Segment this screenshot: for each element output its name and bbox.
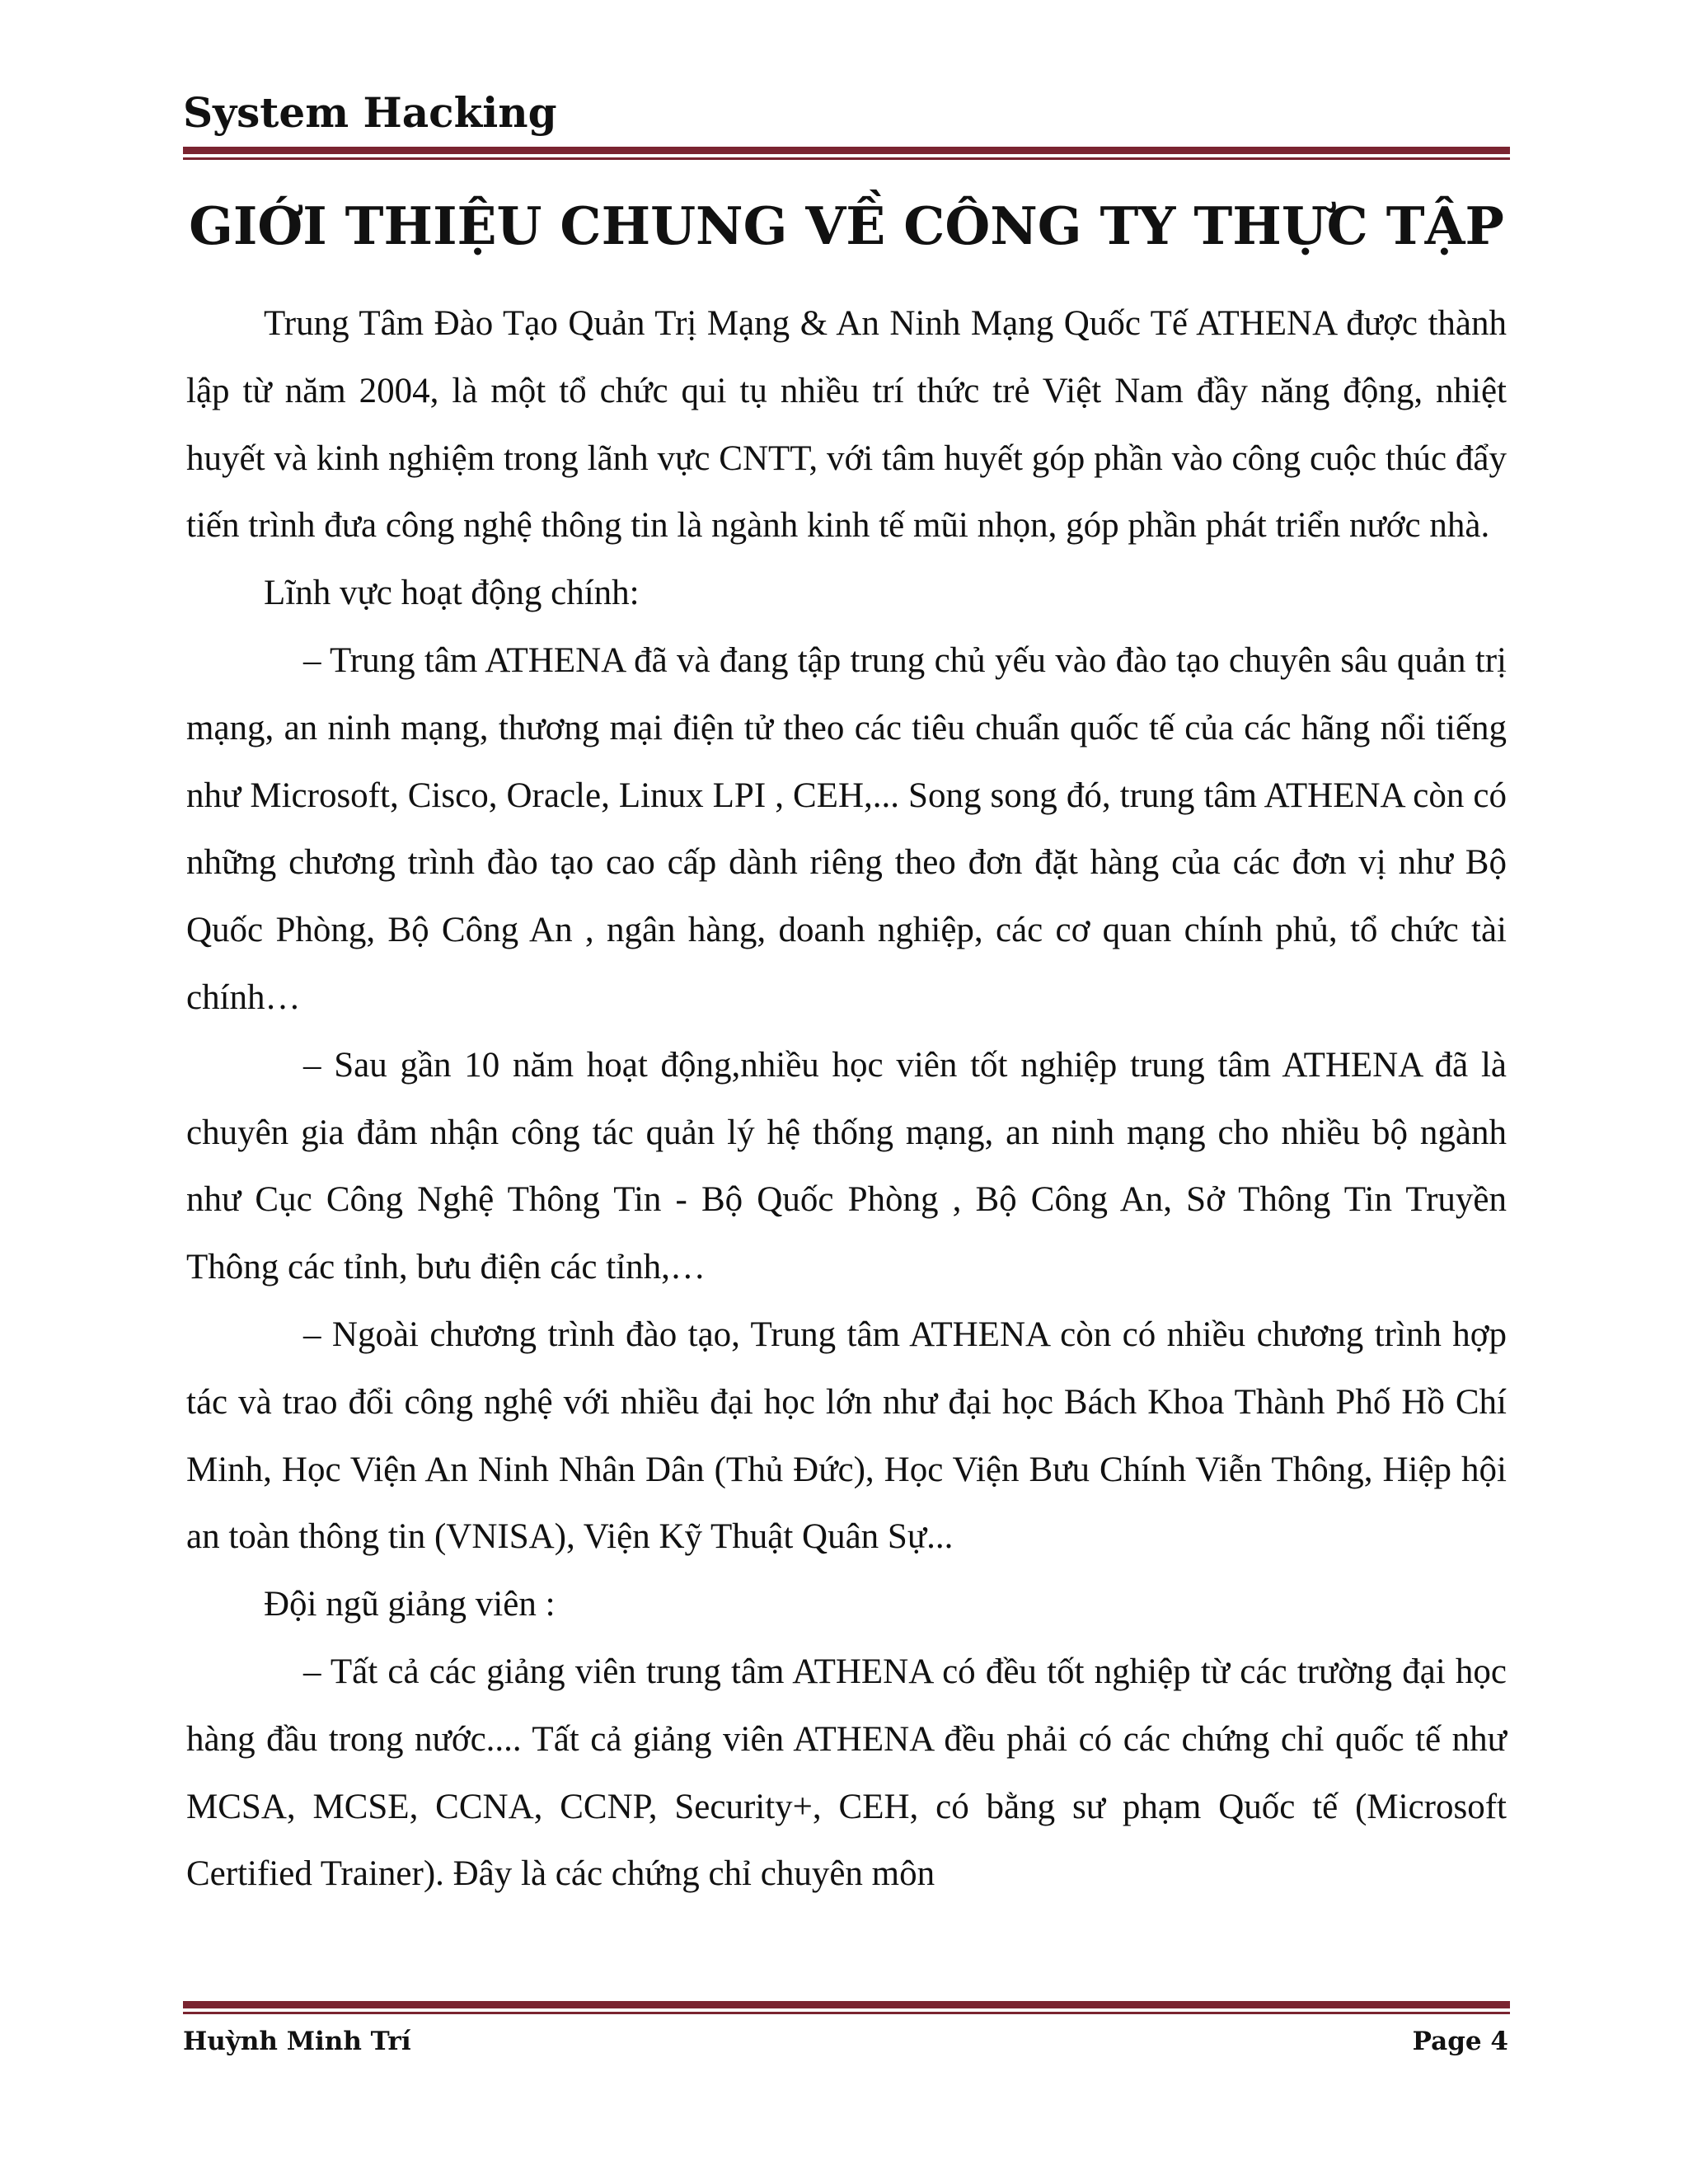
header-rule-thick-line xyxy=(183,147,1510,154)
page-title: GIỚI THIỆU CHUNG VỀ CÔNG TY THỰC TẬP xyxy=(189,195,1504,256)
section-heading-lecturers: Đội ngũ giảng viên : xyxy=(264,1585,556,1624)
footer-page-number: Page 4 xyxy=(1412,2027,1508,2056)
header-rule xyxy=(183,147,1510,162)
paragraph-alumni: – Sau gần 10 năm hoạt động,nhiều học viên tốt nghiệp trung tâm ATHENA đã là chuyên gia đảm nhận công tác quản lý hệ thống mạng, an ninh mạng cho nhiều bộ ngành như Cục Công Nghệ Thông Tin - Bộ Quốc Phòng , Bộ Công An, Sở Thông Tin Truyền Thông các tỉnh, bưu điện các tỉnh,… xyxy=(186,1045,1507,1287)
paragraph-lecturers: – Tất cả các giảng viên trung tâm ATHENA có đều tốt nghiệp từ các trường đại học hàng đầu trong nước.... Tất cả giảng viên ATHENA đều phải có các chứng chỉ quốc tế như MCSA, MCSE, CCNA, CCNP, Security+, CEH, có bằng sư phạm Quốc tế (Microsoft Certified Trainer). Đây là các chứng chỉ chuyên môn xyxy=(186,1652,1507,1894)
footer-rule xyxy=(183,2001,1510,2016)
paragraph-training: – Trung tâm ATHENA đã và đang tập trung chủ yếu vào đào tạo chuyên sâu quản trị mạng, an ninh mạng, thương mại điện tử theo các tiêu chuẩn quốc tế của các hãng nổi tiếng như Microsoft, Cisco, Oracle, Linux LPI , CEH,... Song song đó, trung tâm ATHENA còn có những chương trình đào tạo cao cấp dành riêng theo đơn đặt hàng của các đơn vị như Bộ Quốc Phòng, Bộ Công An , ngân hàng, doanh nghiệp, các cơ quan chính phủ, tổ chức tài chính… xyxy=(186,640,1507,1017)
body-text xyxy=(186,290,1507,1908)
paragraph-cooperation: – Ngoài chương trình đào tạo, Trung tâm ATHENA còn có nhiều chương trình hợp tác và trao đổi công nghệ với nhiều đại học lớn như đại học Bách Khoa Thành Phố Hồ Chí Minh, Học Viện An Ninh Nhân Dân (Thủ Đức), Học Viện Bưu Chính Viễn Thông, Hiệp hội an toàn thông tin (VNISA), Viện Kỹ Thuật Quân Sự... xyxy=(186,1315,1507,1557)
section-heading-activities: Lĩnh vực hoạt động chính: xyxy=(264,574,640,613)
footer-rule-thick-line xyxy=(183,2001,1510,2008)
footer-rule-thin-line xyxy=(183,2012,1510,2014)
running-header-title: System Hacking xyxy=(183,88,557,137)
header-rule-thin-line xyxy=(183,157,1510,160)
footer-author: Huỳnh Minh Trí xyxy=(183,2027,411,2056)
paragraph-intro: Trung Tâm Đào Tạo Quản Trị Mạng & An Ninh Mạng Quốc Tế ATHENA được thành lập từ năm 2004, là một tổ chức qui tụ nhiều trí thức trẻ Việt Nam đầy năng động, nhiệt huyết và kinh nghiệm trong lãnh vực CNTT, với tâm huyết góp phần vào công cuộc thúc đẩy tiến trình đưa công nghệ thông tin là ngành kinh tế mũi nhọn, góp phần phát triển nước nhà. xyxy=(186,304,1507,546)
